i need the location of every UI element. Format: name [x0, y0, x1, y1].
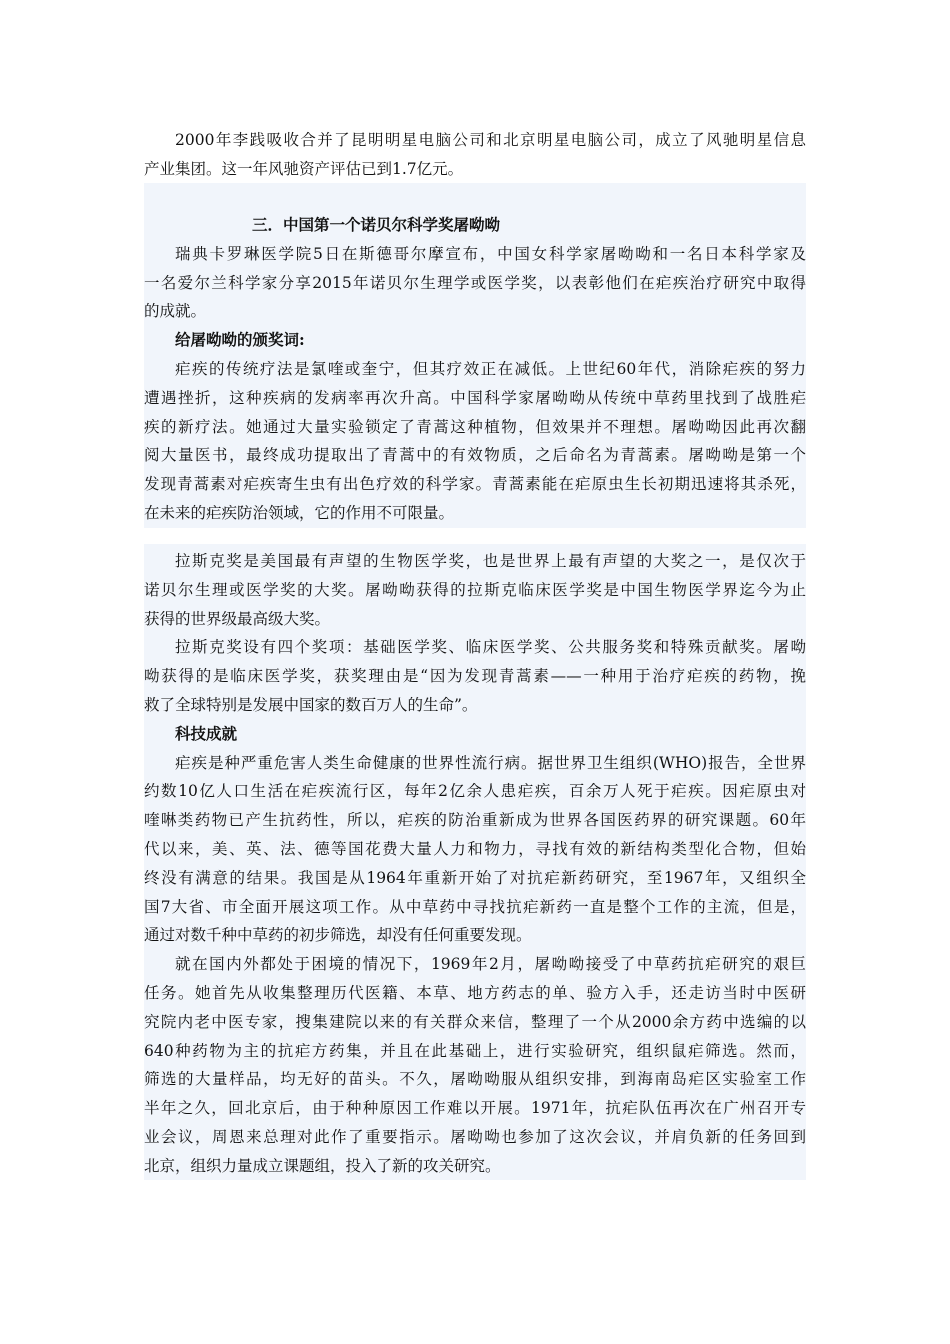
- text-line: 呦获得的是临床医学奖，获奖理由是“因为发现青蒿素——一种用于治疗疟疾的药物，挽: [144, 667, 806, 686]
- text-line: 业会议，周恩来总理对此作了重要指示。屠呦呦也参加了这次会议，并肩负新的任务回到: [144, 1127, 806, 1146]
- nobel-section: [144, 183, 806, 528]
- text-line: 阅大量医书，最终成功提取出了青蒿中的有效物质，之后命名为青蒿素。屠呦呦是第一个: [144, 446, 806, 465]
- nobel-paragraph: [144, 240, 806, 326]
- award-heading: 给屠呦呦的颁奖词:: [175, 330, 305, 350]
- text-line: 北京，组织力量成立课题组，投入了新的攻关研究。: [144, 1156, 501, 1175]
- text-line: 获得的世界级最高级大奖。: [144, 609, 331, 628]
- text-line: 疾的新疗法。她通过大量实验锁定了青蒿这种植物，但效果并不理想。屠呦呦因此再次翻: [144, 417, 806, 436]
- intro-text: [144, 126, 806, 184]
- text-line: 终没有满意的结果。我国是从1964年重新开始了对抗疟新药研究，至1967年，又组织全: [144, 868, 806, 887]
- text-line: 就在国内外都处于困境的情况下，1969年2月，屠呦呦接受了中草药抗疟研究的艰巨: [175, 955, 806, 974]
- text-line: 遭遇挫折，这种疾病的发病率再次升高。中国科学家屠呦呦从传统中草药里找到了战胜疟: [144, 388, 806, 407]
- text-line: 救了全球特别是发展中国家的数百万人的生命”。: [144, 695, 478, 714]
- achievement-paragraph: [144, 749, 806, 951]
- text-line: 拉斯克奖是美国最有声望的生物医学奖，也是世界上最有声望的大奖之一，是仅次于: [175, 552, 806, 570]
- text-line: 喹啉类药物已产生抗药性，所以，疟疾的防治重新成为世界各国医药界的研究课题。60年: [144, 811, 806, 830]
- text-line: 任务。她首先从收集整理历代医籍、本草、地方药志的单、验方入手，还走访当时中医研: [144, 983, 806, 1002]
- text-line: 究院内老中医专家，搜集建院以来的有关群众来信，整理了一个从2000余方药中选编的以: [144, 1012, 806, 1031]
- lasker-awards: [144, 633, 806, 719]
- text-line: 约数10亿人口生活在疟疾流行区，每年2亿余人患疟疾，百余万人死于疟疾。因疟原虫对: [144, 782, 806, 801]
- intro-paragraph: [144, 126, 806, 184]
- text-line: 国7大省、市全面开展这项工作。从中草药中寻找抗疟新药一直是整个工作的主流，但是，: [144, 897, 806, 916]
- research-paragraph: [144, 950, 806, 1180]
- lasker-intro: [144, 547, 806, 633]
- text-line: 一名爱尔兰科学家分享2015年诺贝尔生理学或医学奖，以表彰他们在疟疾治疗研究中取得: [144, 273, 806, 292]
- text-line: 瑞典卡罗琳医学院5日在斯德哥尔摩宣布，中国女科学家屠呦呦和一名日本科学家及: [175, 244, 806, 263]
- text-line: 半年之久，回北京后，由于种种原因工作难以开展。1971年，抗疟队伍再次在广州召开专: [144, 1099, 806, 1118]
- text-line: 筛选的大量样品，均无好的苗头。不久，屠呦呦服从组织安排，到海南岛疟区实验室工作: [144, 1070, 806, 1089]
- text-line: 诺贝尔生理或医学奖的大奖。屠呦呦获得的拉斯克临床医学奖是中国生物医学界迄今为止: [144, 580, 806, 599]
- text-line: 拉斯克奖设有四个奖项：基础医学奖、临床医学奖、公共服务奖和特殊贡献奖。屠呦: [175, 638, 806, 657]
- text-line: 发现青蒿素对疟疾寄生虫有出色疗效的科学家。青蒿素能在疟原虫生长初期迅速将其杀死，: [144, 475, 806, 494]
- text-line: 640种药物为主的抗疟方药集，并且在此基础上，进行实验研究，组织鼠疟筛选。然而，: [144, 1041, 806, 1060]
- achievement-heading: 科技成就: [175, 723, 238, 743]
- section-title: 三．中国第一个诺贝尔科学奖屠呦呦: [252, 215, 501, 234]
- text-line: 疟疾是种严重危害人类生命健康的世界性流行病。据世界卫生组织(WHO)报告，全世界: [175, 753, 806, 772]
- text-line: 代以来，美、英、法、德等国花费大量人力和物力，寻找有效的新结构类型化合物，但始: [144, 839, 806, 858]
- text-line: 产业集团。这一年风驰资产评估已到1.7亿元。: [144, 159, 464, 178]
- text-line: 的成就。: [144, 302, 207, 321]
- text-line: 通过对数千种中草药的初步筛选，却没有任何重要发现。: [144, 926, 532, 945]
- text-line: 疟疾的传统疗法是氯喹或奎宁，但其疗效正在减低。上世纪60年代，消除疟疾的努力: [175, 359, 806, 378]
- award-citation: [144, 355, 806, 528]
- lasker-section: [144, 544, 806, 1180]
- text-line: 在未来的疟疾防治领域，它的作用不可限量。: [144, 503, 455, 522]
- text-line: 2000年李践吸收合并了昆明明星电脑公司和北京明星电脑公司，成立了风驰明星信息: [175, 131, 806, 149]
